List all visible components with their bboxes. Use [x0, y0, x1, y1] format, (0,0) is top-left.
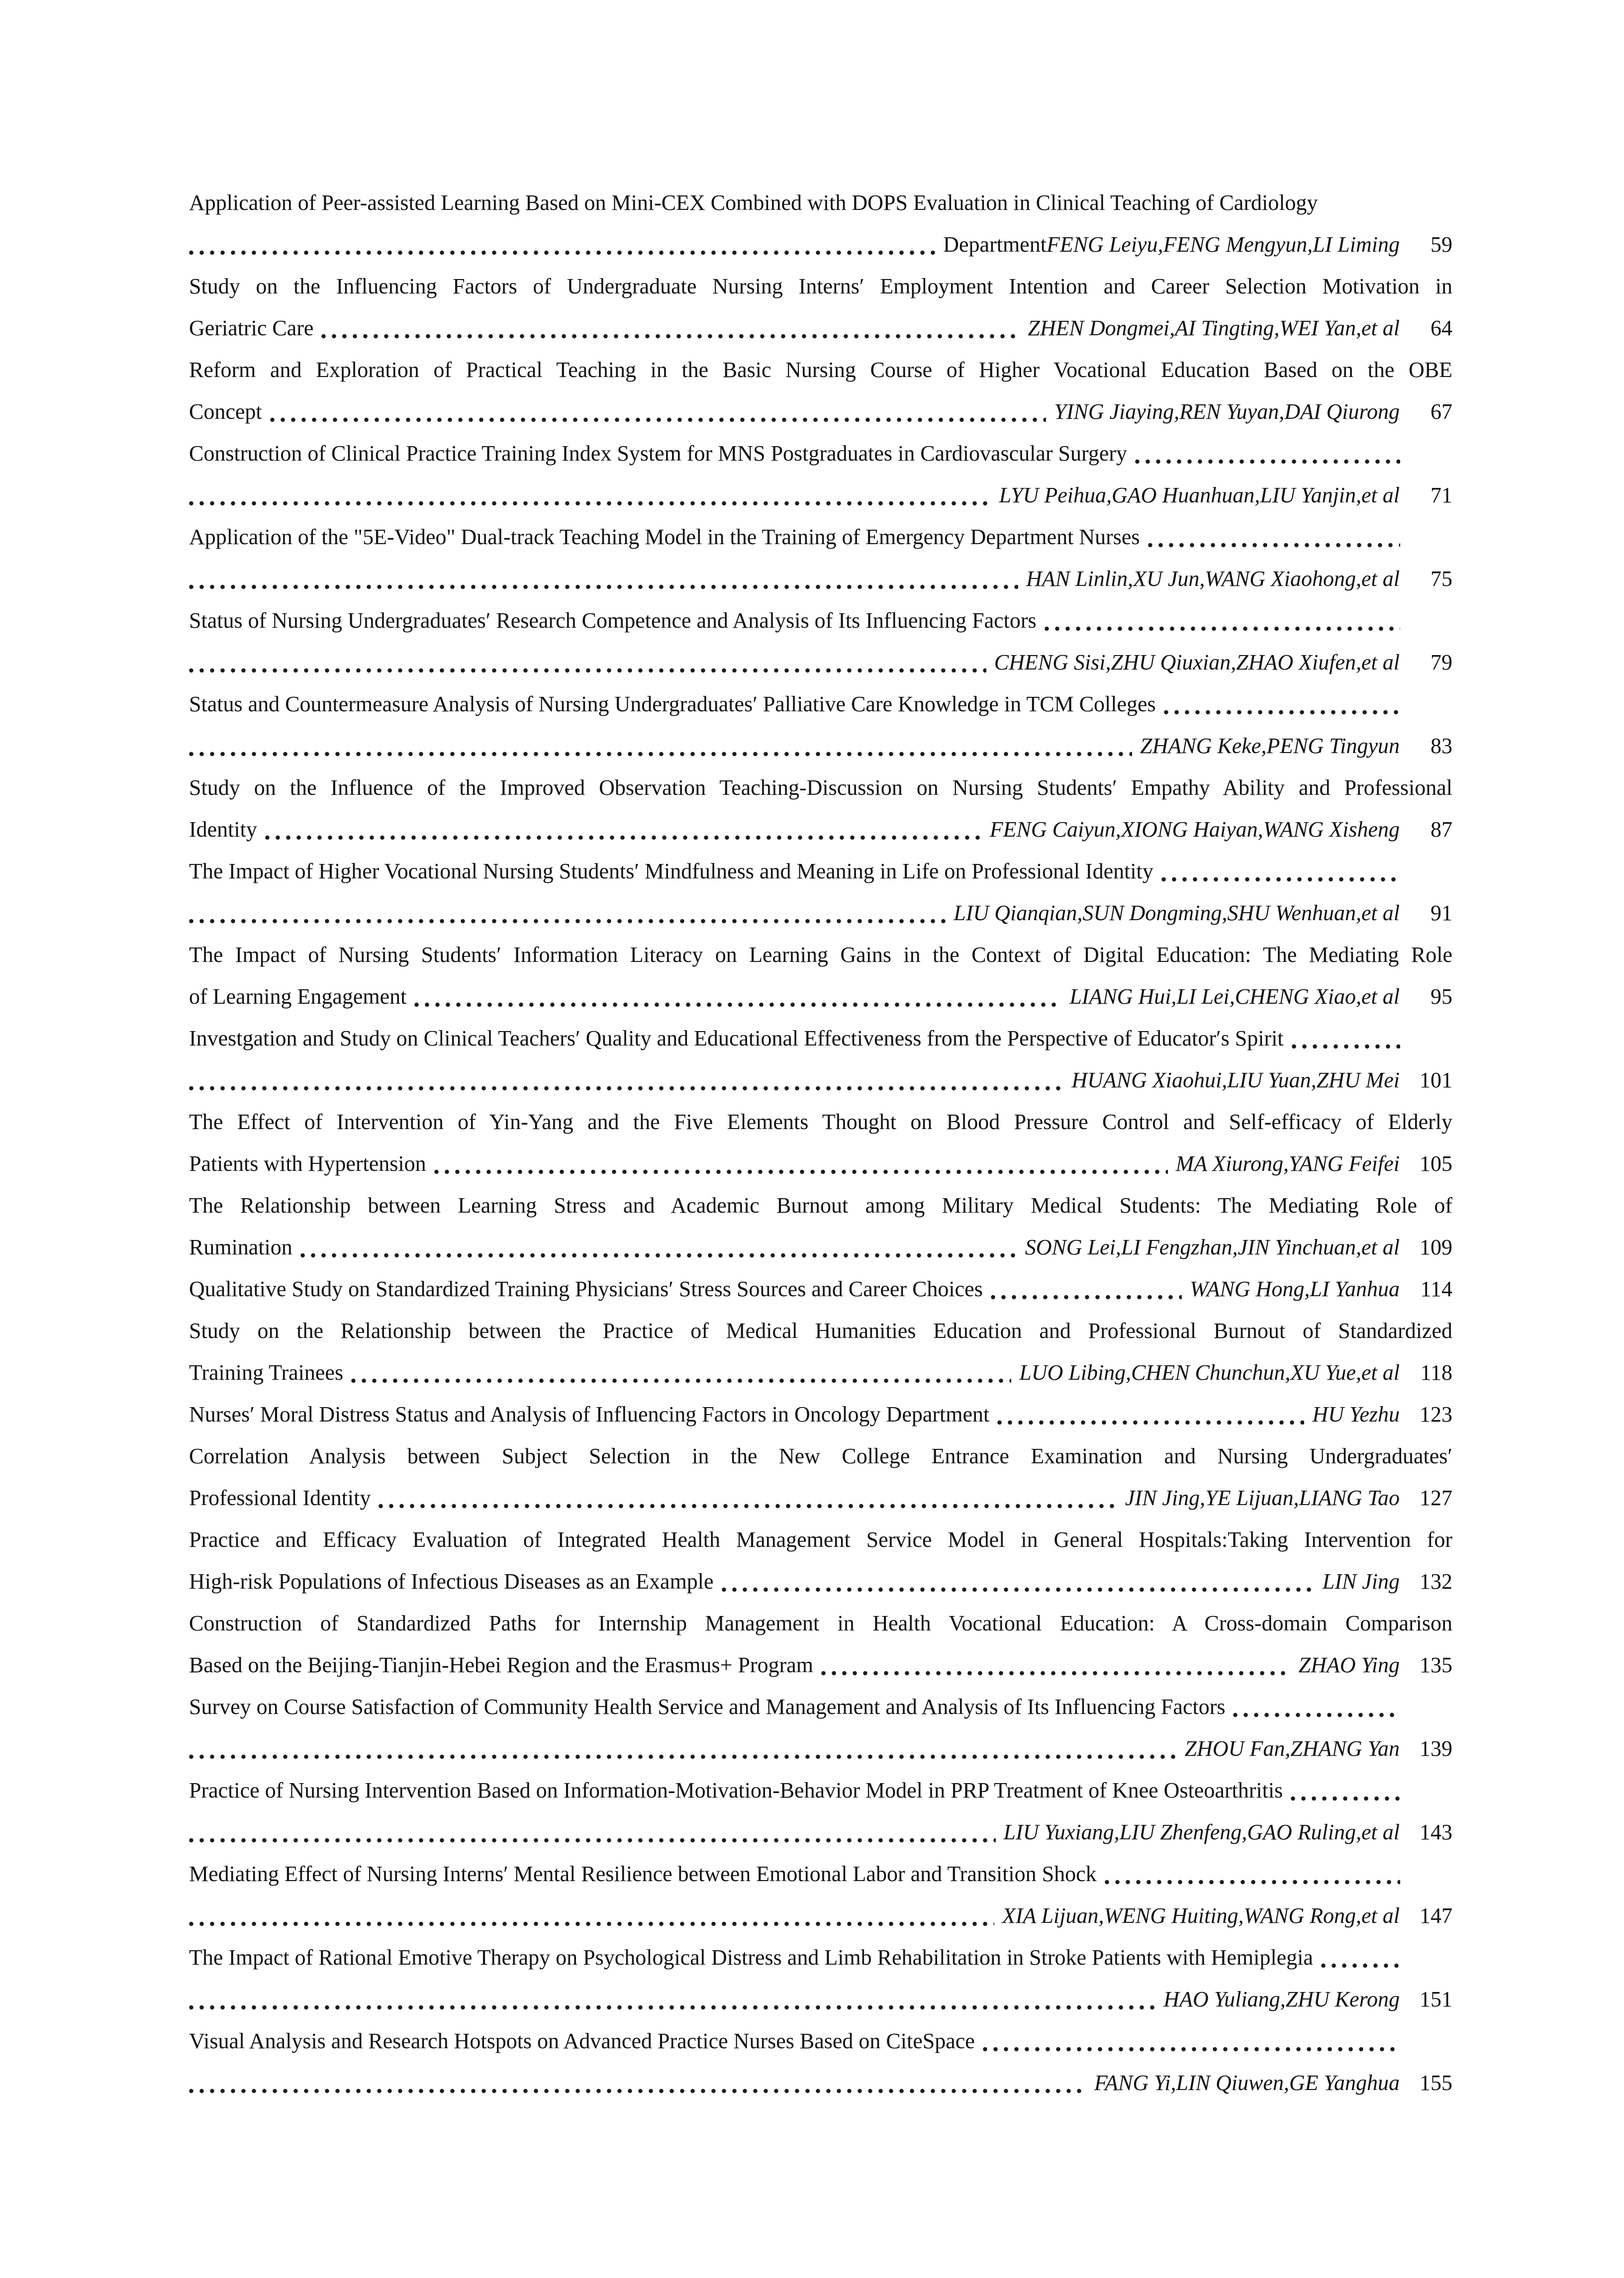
- toc-entry-line: [189, 1694, 1452, 1736]
- entry-title-text: Concept: [189, 399, 262, 424]
- dot-leader: [189, 584, 1018, 590]
- entry-page-number: 83: [1431, 734, 1452, 758]
- toc-entry-line: [189, 399, 1452, 441]
- toc-entry-line: [189, 315, 1452, 357]
- entry-authors: ZHAO Ying: [1298, 1653, 1400, 1677]
- toc-entry-line: [189, 1109, 1452, 1151]
- toc-entry-line: [189, 1234, 1452, 1276]
- dot-leader: [1321, 1963, 1400, 1969]
- toc-entry-line: [189, 482, 1452, 524]
- entry-title-text: Reform and Exploration of Practical Teaching in the Basic Nursing Course of Higher Vocational Education Based on the OBE: [189, 358, 1452, 382]
- entry-authors-prefix: Department: [943, 232, 1047, 257]
- entry-title-text: of Learning Engagement: [189, 984, 407, 1009]
- toc-entry-line: [189, 733, 1452, 775]
- dot-leader: [189, 2088, 1086, 2094]
- entry-authors: FENG Caiyun,XIONG Haiyan,WANG Xisheng: [989, 817, 1400, 842]
- toc-entry-line: [189, 1026, 1452, 1067]
- dot-leader: [1148, 542, 1400, 548]
- toc-entry-line: [189, 2028, 1452, 2070]
- toc-entry-line: [189, 1360, 1452, 1402]
- toc-entry-line: [189, 1652, 1452, 1694]
- entry-title-text: Practice and Efficacy Evaluation of Integrated Health Management Service Model in General Hospitals:Taking Intervention for: [189, 1527, 1452, 1552]
- entry-title-text: Professional Identity: [189, 1486, 371, 1510]
- dot-leader: [189, 1754, 1177, 1760]
- dot-leader: [321, 333, 1020, 339]
- dot-leader: [414, 1002, 1061, 1008]
- entry-title-text: Geriatric Care: [189, 316, 314, 340]
- dot-leader: [1164, 709, 1400, 715]
- entry-authors: CHENG Sisi,ZHU Qiuxian,ZHAO Xiufen,et al: [994, 650, 1400, 674]
- entry-title-text: Patients with Hypertension: [189, 1151, 426, 1176]
- toc-entry-line: [189, 775, 1452, 817]
- toc-entry-line: [189, 1067, 1452, 1109]
- dot-leader: [1135, 459, 1400, 465]
- dot-leader: [189, 1085, 1063, 1091]
- toc-entry-line: [189, 1987, 1452, 2028]
- toc-entry-line: [189, 1778, 1452, 1819]
- toc-entry-line: [189, 1402, 1452, 1443]
- entry-page-number: 87: [1431, 817, 1452, 842]
- dot-leader: [821, 1670, 1291, 1676]
- entry-authors: HU Yezhu: [1312, 1402, 1400, 1426]
- toc-entry-line: [189, 2070, 1452, 2112]
- dot-leader: [1161, 876, 1400, 882]
- entry-title-text: The Relationship between Learning Stress and Academic Burnout among Military Medical Students: The Mediating Role of: [189, 1193, 1452, 1218]
- dot-leader: [1292, 1044, 1400, 1049]
- entry-page-number: 123: [1420, 1402, 1452, 1426]
- entry-page-number: 143: [1420, 1820, 1452, 1844]
- toc-entry-line: [189, 984, 1452, 1026]
- entry-page-number: 71: [1431, 483, 1452, 507]
- toc-entry-line: [189, 441, 1452, 482]
- toc-entry-line: [189, 232, 1452, 274]
- dot-leader: [189, 667, 986, 673]
- entry-authors: LIU Yuxiang,LIU Zhenfeng,GAO Ruling,et al: [1003, 1820, 1400, 1844]
- toc-entry-line: [189, 1193, 1452, 1234]
- toc-entry-line: [189, 524, 1452, 566]
- toc-entry-line: [189, 1485, 1452, 1527]
- entry-page-number: 127: [1420, 1486, 1452, 1510]
- toc-entry-line: [189, 1527, 1452, 1569]
- entry-title-text: Nurses′ Moral Distress Status and Analysis of Influencing Factors in Oncology Department: [189, 1402, 990, 1426]
- toc-entry-line: [189, 274, 1452, 315]
- entry-authors: LIU Qianqian,SUN Dongming,SHU Wenhuan,et al: [954, 901, 1400, 925]
- entry-page-number: 64: [1431, 316, 1452, 340]
- dot-leader: [722, 1587, 1315, 1593]
- dot-leader: [997, 1420, 1304, 1425]
- toc-entry-line: [189, 1861, 1452, 1903]
- entry-title-text: Rumination: [189, 1235, 292, 1259]
- entry-authors: HAO Yuliang,ZHU Kerong: [1163, 1987, 1400, 2011]
- entry-title-text: Qualitative Study on Standardized Training Physicians′ Stress Sources and Career Choices: [189, 1277, 983, 1301]
- toc-entry-line: [189, 858, 1452, 900]
- entry-title-text: The Impact of Nursing Students′ Information Literacy on Learning Gains in the Context of Digital Education: The Mediating Role: [189, 943, 1452, 967]
- entry-authors: XIA Lijuan,WENG Huiting,WANG Rong,et al: [1002, 1903, 1400, 1928]
- dot-leader: [351, 1378, 1011, 1384]
- entry-page-number: 59: [1431, 232, 1452, 257]
- entry-authors: LIN Jing: [1322, 1569, 1400, 1594]
- entry-authors: JIN Jing,YE Lijuan,LIANG Tao: [1125, 1486, 1400, 1510]
- entry-page-number: 91: [1431, 901, 1452, 925]
- dot-leader: [265, 835, 982, 841]
- entry-authors: SONG Lei,LI Fengzhan,JIN Yinchuan,et al: [1025, 1235, 1400, 1259]
- toc-entry-line: [189, 650, 1452, 691]
- entry-authors: LYU Peihua,GAO Huanhuan,LIU Yanjin,et al: [999, 483, 1400, 507]
- dot-leader: [189, 918, 946, 924]
- entry-authors: WANG Hong,LI Yanhua: [1190, 1277, 1400, 1301]
- dot-leader: [189, 250, 935, 256]
- entry-page-number: 155: [1420, 2071, 1452, 2095]
- entry-title-text: Training Trainees: [189, 1360, 344, 1385]
- entry-title-text: Study on the Influencing Factors of Undergraduate Nursing Interns′ Employment Intention and Career Selection Motivation in: [189, 274, 1452, 298]
- entry-title-text: Survey on Course Satisfaction of Community Health Service and Management and Analysis of Its Influencing Factors: [189, 1695, 1226, 1719]
- entry-title-text: Study on the Influence of the Improved Observation Teaching-Discussion on Nursing Students′ Empathy Ability and Professional: [189, 775, 1452, 800]
- toc-entry-line: [189, 1611, 1452, 1652]
- dot-leader: [189, 751, 1132, 757]
- toc-entry-line: [189, 1443, 1452, 1485]
- entry-title-text: Practice of Nursing Intervention Based on Information-Motivation-Behavior Model in PRP Treatment of Knee Osteoarthritis: [189, 1778, 1283, 1803]
- entry-title-text: Mediating Effect of Nursing Interns′ Mental Resilience between Emotional Labor and Transition Shock: [189, 1862, 1097, 1886]
- entry-page-number: 147: [1420, 1903, 1452, 1928]
- entry-title-text: Status and Countermeasure Analysis of Nursing Undergraduates′ Palliative Care Knowledge in TCM Colleges: [189, 692, 1156, 716]
- entry-authors: FENG Leiyu,FENG Mengyun,LI Liming: [1046, 232, 1400, 257]
- toc-entry-line: [189, 357, 1452, 399]
- entry-authors: ZHOU Fan,ZHANG Yan: [1184, 1736, 1400, 1761]
- entry-title-text: The Impact of Rational Emotive Therapy on Psychological Distress and Limb Rehabilitation in Stroke Patients with Hemiplegia: [189, 1945, 1313, 1970]
- entry-authors: ZHANG Keke,PENG Tingyun: [1140, 734, 1400, 758]
- entry-authors: YING Jiaying,REN Yuyan,DAI Qiurong: [1054, 399, 1400, 424]
- entry-page-number: 109: [1420, 1235, 1452, 1259]
- entry-page-number: 101: [1420, 1068, 1452, 1092]
- toc-entry-line: [189, 1276, 1452, 1318]
- dot-leader: [379, 1503, 1117, 1509]
- entry-title-text: Application of Peer-assisted Learning Based on Mini-CEX Combined with DOPS Evaluation in Clinical Teaching of Cardiology: [189, 190, 1318, 215]
- entry-page-number: 95: [1431, 984, 1452, 1009]
- toc-entry-line: [189, 1736, 1452, 1778]
- entry-title-text: Visual Analysis and Research Hotspots on Advanced Practice Nurses Based on CiteSpace: [189, 2029, 975, 2053]
- toc-entry-line: [189, 1151, 1452, 1193]
- entry-title-text: Study on the Relationship between the Practice of Medical Humanities Education and Professional Burnout of Standardized: [189, 1319, 1452, 1343]
- entry-title-text: Application of the "5E-Video" Dual-track Teaching Model in the Training of Emergency Department Nurses: [189, 525, 1140, 549]
- dot-leader: [189, 500, 991, 506]
- entry-title-text: The Impact of Higher Vocational Nursing Students′ Mindfulness and Meaning in Life on Professional Identity: [189, 859, 1153, 883]
- dot-leader: [983, 2046, 1400, 2052]
- dot-leader: [434, 1169, 1168, 1175]
- toc-entry-line: [189, 190, 1452, 232]
- toc-entry-line: [189, 1819, 1452, 1861]
- toc-entry-line: [189, 566, 1452, 608]
- entry-page-number: 139: [1420, 1736, 1452, 1761]
- entry-page-number: 79: [1431, 650, 1452, 674]
- toc-entry-line: [189, 900, 1452, 942]
- entry-title-text: Construction of Standardized Paths for Internship Management in Health Vocational Education: A Cross-domain Comparison: [189, 1611, 1452, 1635]
- table-of-contents: [189, 190, 1452, 2112]
- entry-title-text: Correlation Analysis between Subject Selection in the New College Entrance Examination and Nursing Undergraduates′: [189, 1444, 1452, 1468]
- entry-page-number: 135: [1420, 1653, 1452, 1677]
- entry-authors: FANG Yi,LIN Qiuwen,GE Yanghua: [1094, 2071, 1400, 2095]
- entry-title-text: Construction of Clinical Practice Training Index System for MNS Postgraduates in Cardiovascular Surgery: [189, 441, 1128, 466]
- dot-leader: [991, 1294, 1182, 1300]
- toc-entry-line: [189, 942, 1452, 984]
- dot-leader: [1233, 1712, 1400, 1718]
- dot-leader: [1105, 1879, 1400, 1885]
- dot-leader: [189, 2004, 1155, 2010]
- entry-title-text: High-risk Populations of Infectious Diseases as an Example: [189, 1569, 714, 1594]
- dot-leader: [1291, 1796, 1400, 1802]
- entry-title-text: Based on the Beijing-Tianjin-Hebei Region and the Erasmus+ Program: [189, 1653, 813, 1677]
- entry-page-number: 118: [1420, 1360, 1452, 1385]
- entry-authors: MA Xiurong,YANG Feifei: [1175, 1151, 1400, 1176]
- entry-authors: LUO Libing,CHEN Chunchun,XU Yue,et al: [1019, 1360, 1400, 1385]
- entry-title-text: The Effect of Intervention of Yin-Yang and the Five Elements Thought on Blood Pressure Control and Self-efficacy of Elderly: [189, 1110, 1452, 1134]
- entry-title-text: Status of Nursing Undergraduates′ Research Competence and Analysis of Its Influencing Factors: [189, 608, 1037, 633]
- dot-leader: [270, 417, 1047, 423]
- toc-entry-line: [189, 691, 1452, 733]
- toc-entry-line: [189, 608, 1452, 650]
- toc-entry-line: [189, 817, 1452, 858]
- entry-authors: ZHEN Dongmei,AI Tingting,WEI Yan,et al: [1028, 316, 1400, 340]
- entry-page-number: 132: [1420, 1569, 1452, 1594]
- toc-entry-line: [189, 1945, 1452, 1987]
- entry-page-number: 75: [1431, 567, 1452, 591]
- dot-leader: [1045, 626, 1400, 632]
- entry-page-number: 151: [1420, 1987, 1452, 2011]
- entry-authors: HAN Linlin,XU Jun,WANG Xiaohong,et al: [1026, 567, 1400, 591]
- toc-entry-line: [189, 1318, 1452, 1360]
- entry-page-number: 114: [1420, 1277, 1452, 1301]
- entry-authors: HUANG Xiaohui,LIU Yuan,ZHU Mei: [1071, 1068, 1400, 1092]
- toc-entry-line: [189, 1903, 1452, 1945]
- entry-page-number: 105: [1420, 1151, 1452, 1176]
- toc-entry-line: [189, 1569, 1452, 1611]
- dot-leader: [189, 1921, 994, 1927]
- dot-leader: [300, 1252, 1017, 1258]
- entry-title-text: Investgation and Study on Clinical Teachers′ Quality and Educational Effectiveness from the Perspective of Educator′s Spirit: [189, 1026, 1284, 1050]
- dot-leader: [189, 1837, 996, 1843]
- entry-page-number: 67: [1431, 399, 1452, 424]
- entry-authors: LIANG Hui,LI Lei,CHENG Xiao,et al: [1069, 984, 1400, 1009]
- entry-title-text: Identity: [189, 817, 257, 842]
